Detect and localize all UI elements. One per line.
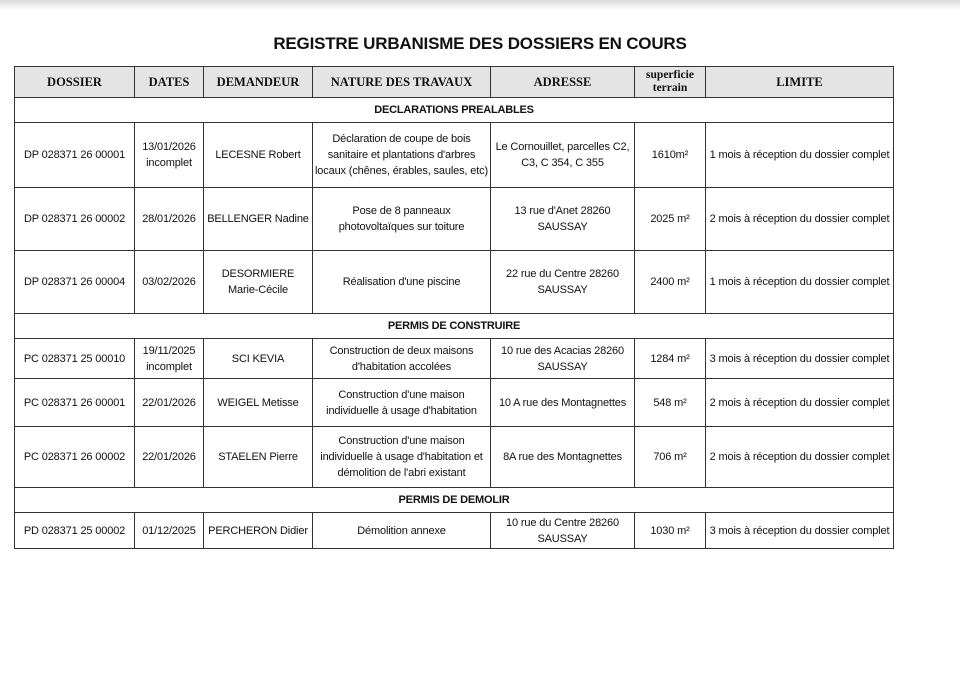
- cell-demandeur: WEIGEL Metisse: [204, 379, 313, 427]
- date-value: 03/02/2026: [142, 276, 196, 288]
- date-value: 28/01/2026: [142, 213, 196, 225]
- cell-superficie: 2400 m²: [635, 251, 706, 314]
- table-row: [15, 251, 894, 314]
- cell-nature: Construction d'une maison individuelle à usage d'habitation et démolition de l'abri existant: [313, 427, 491, 488]
- section-label: PERMIS DE DEMOLIR: [15, 488, 894, 513]
- section-row: [15, 488, 894, 513]
- cell-adresse: 10 A rue des Montagnettes: [491, 379, 635, 427]
- cell-nature: Déclaration de coupe de bois sanitaire et plantations d'arbres locaux (chênes, érables, saules, etc): [313, 123, 491, 188]
- section-row: [15, 98, 894, 123]
- table-row: [15, 188, 894, 251]
- cell-adresse: 13 rue d'Anet 28260 SAUSSAY: [491, 188, 635, 251]
- cell-date: [135, 251, 204, 314]
- cell-limite: 1 mois à réception du dossier complet: [706, 123, 894, 188]
- date-value: 19/11/2025: [142, 344, 196, 357]
- cell-dossier: DP 028371 26 00002: [15, 188, 135, 251]
- cell-dossier: DP 028371 26 00004: [15, 251, 135, 314]
- cell-adresse: Le Cornouillet, parcelles C2, C3, C 354, C 355: [491, 123, 635, 188]
- cell-date: [135, 513, 204, 549]
- cell-adresse: 10 rue du Centre 28260 SAUSSAY: [491, 513, 635, 549]
- column-header-superficie: superficie terrain: [635, 67, 706, 98]
- cell-superficie: 1610m²: [635, 123, 706, 188]
- cell-superficie: 1284 m²: [635, 339, 706, 379]
- cell-adresse: 10 rue des Acacias 28260 SAUSSAY: [491, 339, 635, 379]
- cell-nature: Réalisation d'une piscine: [313, 251, 491, 314]
- cell-demandeur: BELLENGER Nadine: [204, 188, 313, 251]
- cell-dossier: PC 028371 25 00010: [15, 339, 135, 379]
- cell-dossier: PC 028371 26 00001: [15, 379, 135, 427]
- section-label: PERMIS DE CONSTRUIRE: [15, 314, 894, 339]
- column-header-limite: LIMITE: [706, 67, 894, 98]
- cell-dossier: PD 028371 25 00002: [15, 513, 135, 549]
- cell-superficie: 1030 m²: [635, 513, 706, 549]
- cell-limite: 3 mois à réception du dossier complet: [706, 339, 894, 379]
- column-header-adresse: ADRESSE: [491, 67, 635, 98]
- cell-date: [135, 188, 204, 251]
- cell-date: [135, 123, 204, 188]
- cell-nature: Pose de 8 panneaux photovoltaïques sur toiture: [313, 188, 491, 251]
- cell-dossier: DP 028371 26 00001: [15, 123, 135, 188]
- cell-adresse: 22 rue du Centre 28260 SAUSSAY: [491, 251, 635, 314]
- date-value: 13/01/2026: [142, 141, 196, 153]
- cell-limite: 2 mois à réception du dossier complet: [706, 379, 894, 427]
- cell-date: [135, 379, 204, 427]
- scan-top-shadow: [0, 0, 960, 10]
- cell-dossier: PC 028371 26 00002: [15, 427, 135, 488]
- cell-adresse: 8A rue des Montagnettes: [491, 427, 635, 488]
- cell-date: [135, 339, 204, 379]
- section-label: DECLARATIONS PREALABLES: [15, 98, 894, 123]
- cell-superficie: 2025 m²: [635, 188, 706, 251]
- cell-demandeur: STAELEN Pierre: [204, 427, 313, 488]
- table-row: [15, 123, 894, 188]
- cell-demandeur: DESORMIERE Marie-Cécile: [204, 251, 313, 314]
- date-value: 22/01/2026: [142, 451, 196, 463]
- date-note: incomplet: [146, 157, 192, 169]
- cell-nature: Construction de deux maisons d'habitation accolées: [313, 339, 491, 379]
- cell-demandeur: LECESNE Robert: [204, 123, 313, 188]
- column-header-dossier: DOSSIER: [15, 67, 135, 98]
- register-table: [14, 66, 894, 549]
- cell-date: [135, 427, 204, 488]
- table-row: [15, 427, 894, 488]
- column-header-nature: NATURE DES TRAVAUX: [313, 67, 491, 98]
- header-row: [15, 67, 894, 98]
- cell-superficie: 548 m²: [635, 379, 706, 427]
- cell-limite: 3 mois à réception du dossier complet: [706, 513, 894, 549]
- cell-limite: 1 mois à réception du dossier complet: [706, 251, 894, 314]
- column-header-dates: DATES: [135, 67, 204, 98]
- section-row: [15, 314, 894, 339]
- table-row: [15, 339, 894, 379]
- table-row: [15, 379, 894, 427]
- table-row: [15, 513, 894, 549]
- cell-demandeur: PERCHERON Didier: [204, 513, 313, 549]
- date-value: 01/12/2025: [142, 524, 196, 537]
- cell-limite: 2 mois à réception du dossier complet: [706, 188, 894, 251]
- cell-demandeur: SCI KEVIA: [204, 339, 313, 379]
- cell-nature: Démolition annexe: [313, 513, 491, 549]
- cell-nature: Construction d'une maison individuelle à usage d'habitation: [313, 379, 491, 427]
- date-value: 22/01/2026: [142, 396, 196, 409]
- cell-limite: 2 mois à réception du dossier complet: [706, 427, 894, 488]
- column-header-demandeur: DEMANDEUR: [204, 67, 313, 98]
- date-note: incomplet: [146, 360, 192, 373]
- document-title: REGISTRE URBANISME DES DOSSIERS EN COURS: [273, 34, 687, 53]
- cell-superficie: 706 m²: [635, 427, 706, 488]
